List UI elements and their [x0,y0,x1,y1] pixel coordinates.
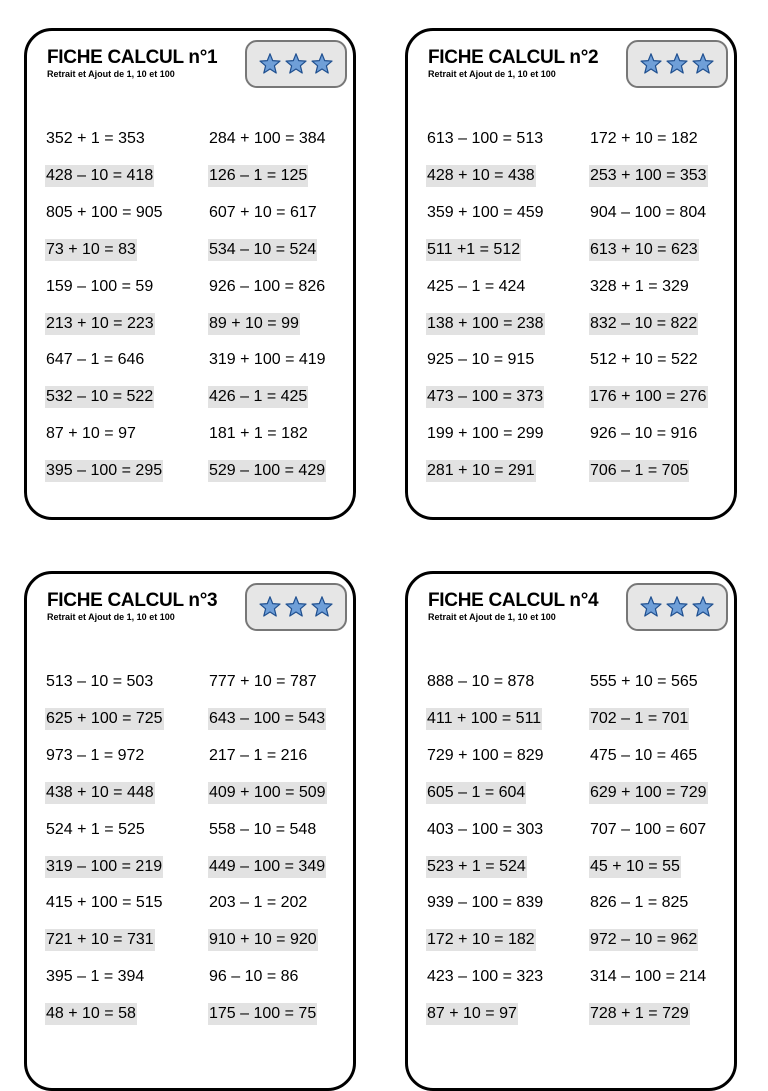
card-title: FICHE CALCUL n°4 [428,590,599,611]
calc-item: 253 + 100 = 353 [589,165,708,187]
calc-item: 172 + 10 = 182 [426,929,536,951]
calc-item: 702 – 1 = 701 [589,708,689,730]
calc-item: 613 – 100 = 513 [427,130,544,147]
calc-item: 625 + 100 = 725 [45,708,164,730]
calc-row [426,239,726,261]
card-subtitle: Retrait et Ajout de 1, 10 et 100 [47,69,175,79]
calc-item: 423 – 100 = 323 [427,968,544,986]
calc-item: 96 – 10 = 86 [209,968,299,986]
calc-item: 706 – 1 = 705 [589,460,689,482]
calc-row [45,460,345,482]
calc-item: 558 – 10 = 548 [209,820,317,838]
calc-item: 395 – 100 = 295 [45,460,163,482]
calc-item: 159 – 100 = 59 [46,277,154,295]
difficulty-stars [245,583,347,631]
calc-row [45,386,345,408]
difficulty-stars [245,40,347,88]
star-icon [284,595,308,619]
calc-row [45,128,345,150]
calc-item: 199 + 100 = 299 [427,425,544,443]
calc-row [426,782,726,804]
calc-item: 607 + 10 = 617 [209,203,317,221]
calc-item: 629 + 100 = 729 [589,782,708,804]
calc-item: 511 +1 = 512 [426,239,521,261]
card-title: FICHE CALCUL n°3 [47,590,218,611]
card-subtitle: Retrait et Ajout de 1, 10 et 100 [47,612,175,622]
calc-item: 832 – 10 = 822 [589,313,698,335]
fiche-card-4 [405,571,737,1091]
calc-row [45,745,345,767]
star-icon [310,52,334,76]
calc-row [426,892,726,914]
calc-row [426,966,726,988]
calc-item: 805 + 100 = 905 [46,203,163,221]
calc-item: 555 + 10 = 565 [590,673,698,690]
card-subtitle: Retrait et Ajout de 1, 10 et 100 [428,612,556,622]
calc-item: 428 + 10 = 438 [426,165,536,187]
calc-item: 707 – 100 = 607 [590,820,707,838]
calc-item: 777 + 10 = 787 [209,673,317,690]
calc-row [426,276,726,298]
calc-item: 181 + 1 = 182 [209,425,308,443]
calc-item: 213 + 10 = 223 [45,313,155,335]
calc-row [426,460,726,482]
calc-row [45,239,345,261]
calc-item: 532 – 10 = 522 [45,386,154,408]
calc-item: 605 – 1 = 604 [426,782,526,804]
calc-item: 926 – 100 = 826 [209,277,326,295]
difficulty-stars [626,583,728,631]
calc-row [426,671,726,693]
star-icon [691,52,715,76]
calc-row [426,929,726,951]
card-title: FICHE CALCUL n°2 [428,47,599,68]
calc-item: 512 + 10 = 522 [590,351,698,369]
calc-item: 172 + 10 = 182 [590,130,698,147]
calc-item: 904 – 100 = 804 [590,203,707,221]
calc-item: 45 + 10 = 55 [589,856,681,878]
calc-item: 126 – 1 = 125 [208,165,308,187]
card-title: FICHE CALCUL n°1 [47,47,218,68]
calc-item: 534 – 10 = 524 [208,239,317,261]
calc-item: 925 – 10 = 915 [427,351,535,369]
star-icon [258,595,282,619]
star-icon [639,52,663,76]
calc-row [426,202,726,224]
calc-item: 395 – 1 = 394 [46,968,145,986]
calc-item: 721 + 10 = 731 [45,929,155,951]
calc-row [45,1003,345,1025]
calc-row [426,313,726,335]
calc-row [45,349,345,371]
calc-item: 203 – 1 = 202 [209,894,308,912]
calc-row [426,349,726,371]
calc-item: 415 + 100 = 515 [46,894,163,912]
calc-item: 613 + 10 = 623 [589,239,699,261]
star-icon [639,595,663,619]
calc-item: 403 – 100 = 303 [427,820,544,838]
calc-row [426,745,726,767]
calc-item: 728 + 1 = 729 [589,1003,690,1025]
calc-item: 647 – 1 = 646 [46,351,145,369]
calc-row [45,708,345,730]
card-subtitle: Retrait et Ajout de 1, 10 et 100 [428,69,556,79]
calc-item: 438 + 10 = 448 [45,782,155,804]
star-icon [665,595,689,619]
calc-item: 425 – 1 = 424 [427,277,526,295]
calc-item: 411 + 100 = 511 [426,708,542,730]
calc-item: 281 + 10 = 291 [426,460,536,482]
calc-row [45,892,345,914]
calc-row [45,929,345,951]
calc-item: 910 + 10 = 920 [208,929,318,951]
calc-item: 529 – 100 = 429 [208,460,326,482]
star-icon [258,52,282,76]
calc-item: 428 – 10 = 418 [45,165,154,187]
calc-item: 475 – 10 = 465 [590,746,698,764]
calc-row [45,165,345,187]
calc-row [426,128,726,150]
calc-row [45,276,345,298]
calc-item: 328 + 1 = 329 [590,277,689,295]
calc-item: 87 + 10 = 97 [426,1003,518,1025]
difficulty-stars [626,40,728,88]
calc-item: 888 – 10 = 878 [427,673,535,690]
star-icon [691,595,715,619]
calc-row [426,856,726,878]
calc-item: 939 – 100 = 839 [427,894,544,912]
calc-item: 926 – 10 = 916 [590,425,698,443]
fiche-card-3 [24,571,356,1091]
calc-row [426,1003,726,1025]
calc-row [426,423,726,445]
calc-row [45,782,345,804]
calc-item: 138 + 100 = 238 [426,313,545,335]
calc-item: 319 + 100 = 419 [209,351,326,369]
calc-item: 409 + 100 = 509 [208,782,327,804]
calc-item: 175 – 100 = 75 [208,1003,317,1025]
star-icon [665,52,689,76]
calc-item: 473 – 100 = 373 [426,386,544,408]
calc-row [45,313,345,335]
calc-item: 314 – 100 = 214 [590,968,707,986]
star-icon [284,52,308,76]
calc-item: 973 – 1 = 972 [46,746,145,764]
calc-row [426,165,726,187]
calc-item: 524 + 1 = 525 [46,820,145,838]
calc-row [45,966,345,988]
calc-row [426,386,726,408]
calc-row [45,819,345,841]
calc-item: 729 + 100 = 829 [427,746,544,764]
calc-item: 89 + 10 = 99 [208,313,300,335]
calc-item: 48 + 10 = 58 [45,1003,137,1025]
star-icon [310,595,334,619]
calc-item: 513 – 10 = 503 [46,673,154,690]
calc-item: 972 – 10 = 962 [589,929,698,951]
calc-item: 176 + 100 = 276 [589,386,708,408]
calc-item: 449 – 100 = 349 [208,856,326,878]
calc-item: 217 – 1 = 216 [209,746,308,764]
calc-row [426,708,726,730]
calc-row [45,423,345,445]
calc-item: 359 + 100 = 459 [427,203,544,221]
calc-item: 284 + 100 = 384 [209,130,326,147]
calc-item: 643 – 100 = 543 [208,708,326,730]
calc-item: 73 + 10 = 83 [45,239,137,261]
calc-row [45,202,345,224]
calc-row [426,819,726,841]
calc-item: 319 – 100 = 219 [45,856,163,878]
fiche-card-1 [24,28,356,520]
calc-item: 826 – 1 = 825 [590,894,689,912]
calc-row [45,856,345,878]
calc-item: 352 + 1 = 353 [46,130,145,147]
fiche-card-2 [405,28,737,520]
calc-item: 87 + 10 = 97 [46,425,136,443]
calc-item: 523 + 1 = 524 [426,856,527,878]
calc-row [45,671,345,693]
calc-item: 426 – 1 = 425 [208,386,308,408]
